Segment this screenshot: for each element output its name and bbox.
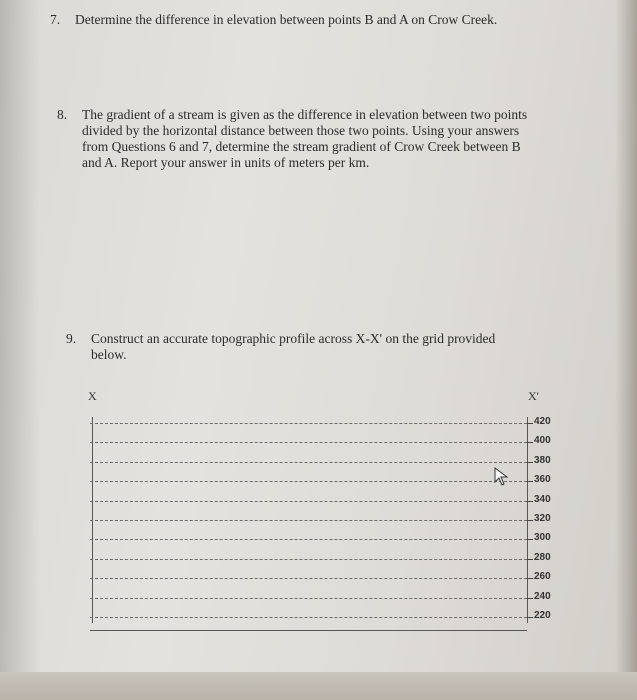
grid-tick <box>527 559 533 560</box>
question-line: from Questions 6 and 7, determine the stream gradient of Crow Creek between B <box>82 139 521 154</box>
question-line: below. <box>91 347 127 362</box>
question-line: The gradient of a stream is given as the difference in elevation between two points <box>82 107 528 122</box>
elevation-label: 280 <box>534 551 551 563</box>
x-left-label: X <box>88 389 97 403</box>
grid-bottom-border <box>90 630 527 631</box>
elevation-label: 420 <box>534 416 551 427</box>
elevation-label: 400 <box>534 435 551 447</box>
grid-tick <box>527 520 533 521</box>
grid-line <box>90 520 527 521</box>
page-bottom-edge <box>0 672 637 700</box>
question-9 <box>66 331 616 367</box>
grid-line <box>90 462 527 463</box>
elevation-label: 240 <box>534 590 551 602</box>
elevation-label: 340 <box>534 493 551 505</box>
question-line: Construct an accurate topographic profile across X-X' on the grid provided <box>91 331 496 346</box>
elevation-label: 360 <box>534 474 551 486</box>
grid-line <box>90 559 527 560</box>
question-line: and A. Report your answer in units of meters per km. <box>82 155 370 170</box>
grid-tick <box>527 462 533 463</box>
grid-line <box>90 598 527 599</box>
grid-line <box>90 617 527 618</box>
question-line: divided by the horizontal distance between those two points. Using your answers <box>82 123 520 138</box>
page-shadow-left <box>0 0 40 700</box>
question-number: 7. <box>50 12 61 27</box>
question-7 <box>50 12 610 30</box>
elevation-label: 260 <box>534 571 551 583</box>
question-number: 9. <box>66 331 77 346</box>
elevation-label: 220 <box>534 610 551 621</box>
elevation-label: 300 <box>534 532 551 544</box>
x-right-label: X' <box>528 389 539 403</box>
grid-tick <box>527 501 533 502</box>
topographic-profile-grid <box>88 389 551 635</box>
elevation-label: 380 <box>534 454 551 466</box>
grid-line <box>90 501 527 502</box>
grid-tick <box>527 539 533 540</box>
grid-tick <box>527 481 533 482</box>
grid-tick <box>527 442 533 443</box>
question-8 <box>57 107 617 177</box>
question-text: Determine the difference in elevation between points B and A on Crow Creek. <box>75 12 498 27</box>
mouse-pointer-icon <box>494 467 510 487</box>
grid-line <box>90 578 527 579</box>
grid-line <box>90 442 527 443</box>
question-number: 8. <box>57 107 68 122</box>
page-shadow-right <box>615 0 637 700</box>
grid-tick <box>527 617 533 618</box>
grid-line <box>90 539 527 540</box>
grid-tick <box>527 578 533 579</box>
grid-tick <box>527 598 533 599</box>
elevation-label: 320 <box>534 513 551 524</box>
grid-line <box>90 423 527 424</box>
grid-tick <box>527 423 533 424</box>
grid-line <box>90 481 527 482</box>
